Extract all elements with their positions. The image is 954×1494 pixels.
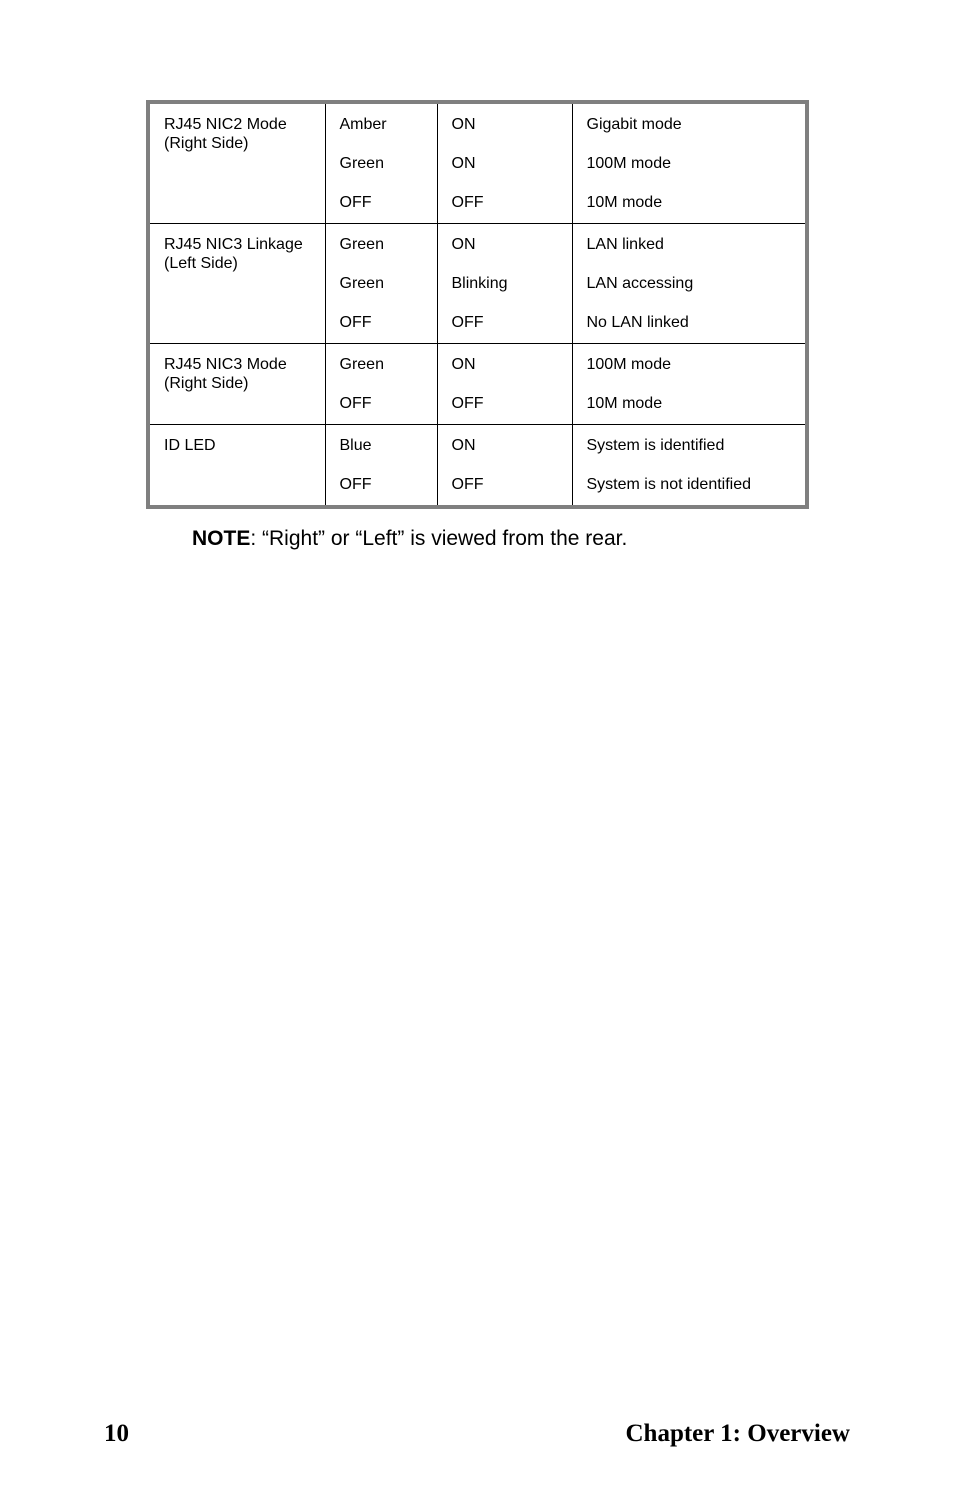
- state-value: OFF: [451, 194, 484, 211]
- color-value: Green: [339, 356, 384, 373]
- color-cell: [325, 224, 437, 344]
- color-value: Green: [339, 275, 384, 292]
- table-row: [148, 224, 807, 344]
- state-value: OFF: [451, 476, 484, 493]
- item-cell: ID LED: [148, 425, 325, 508]
- description-value: Gigabit mode: [586, 116, 682, 133]
- state-cell: [437, 102, 572, 224]
- state-value: Blinking: [451, 275, 508, 292]
- color-value: Green: [339, 236, 384, 253]
- description-value: 10M mode: [586, 395, 663, 412]
- state-value: ON: [451, 356, 476, 373]
- table-row: [148, 425, 807, 508]
- item-cell: RJ45 NIC3 Mode (Right Side): [148, 344, 325, 425]
- note-label: NOTE: [192, 527, 251, 550]
- color-cell: [325, 425, 437, 508]
- page-number: 10: [104, 1420, 129, 1447]
- color-cell: [325, 102, 437, 224]
- state-value: ON: [451, 437, 476, 454]
- description-value: 100M mode: [586, 155, 671, 172]
- table-row: [148, 102, 807, 224]
- color-value: OFF: [339, 395, 372, 412]
- state-cell: [437, 425, 572, 508]
- description-value: System is not identified: [586, 476, 752, 493]
- description-value: System is identified: [586, 437, 725, 454]
- led-status-table: [146, 100, 809, 509]
- description-value: LAN accessing: [586, 275, 694, 292]
- description-value: No LAN linked: [586, 314, 689, 331]
- description-cell: [572, 102, 807, 224]
- chapter-title: Chapter 1: Overview: [625, 1420, 850, 1447]
- color-value: Amber: [339, 116, 387, 133]
- color-value: OFF: [339, 314, 372, 331]
- state-value: OFF: [451, 395, 484, 412]
- table-row: [148, 344, 807, 425]
- description-cell: [572, 425, 807, 508]
- color-value: OFF: [339, 476, 372, 493]
- note-paragraph: [192, 526, 627, 552]
- state-value: ON: [451, 116, 476, 133]
- state-value: ON: [451, 155, 476, 172]
- color-cell: [325, 344, 437, 425]
- description-value: 10M mode: [586, 194, 663, 211]
- color-value: Green: [339, 155, 384, 172]
- state-value: ON: [451, 236, 476, 253]
- state-cell: [437, 224, 572, 344]
- description-cell: [572, 224, 807, 344]
- description-value: 100M mode: [586, 356, 671, 373]
- item-cell: RJ45 NIC3 Linkage (Left Side): [148, 224, 325, 344]
- color-value: Blue: [339, 437, 372, 454]
- color-value: OFF: [339, 194, 372, 211]
- state-value: OFF: [451, 314, 484, 331]
- description-value: LAN linked: [586, 236, 664, 253]
- note-text: : “Right” or “Left” is viewed from the rear.: [250, 527, 628, 550]
- item-cell: RJ45 NIC2 Mode (Right Side): [164, 116, 287, 152]
- state-cell: [437, 344, 572, 425]
- description-cell: [572, 344, 807, 425]
